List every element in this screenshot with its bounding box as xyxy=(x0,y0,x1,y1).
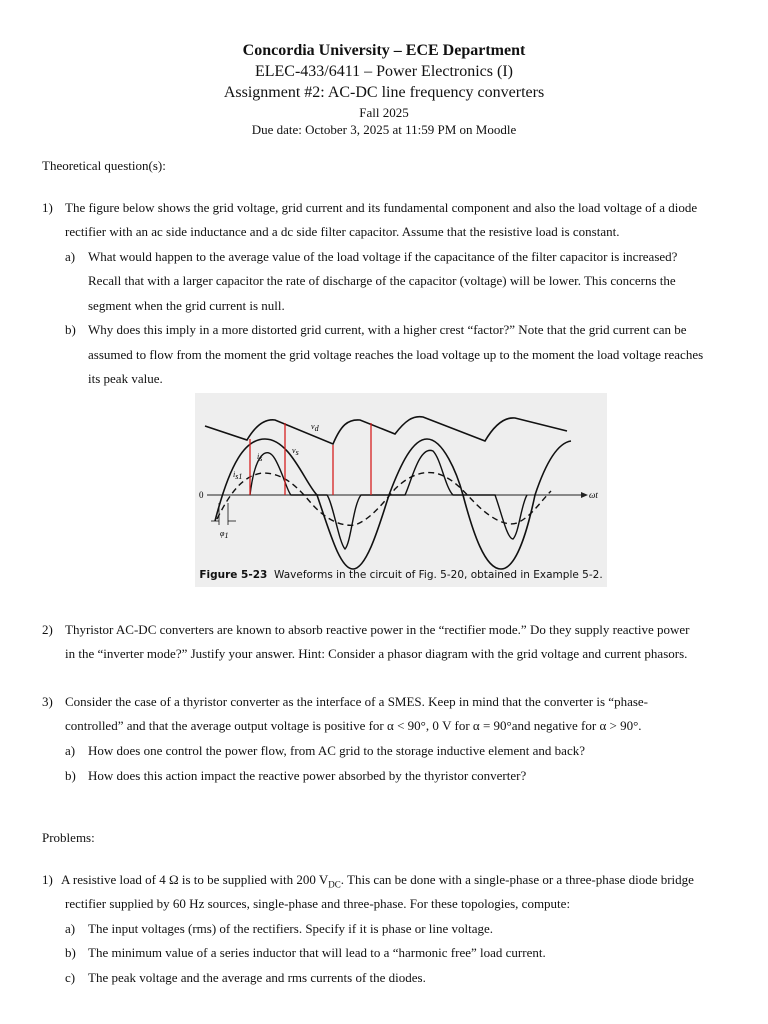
q2-line1: Thyristor AC-DC converters are known to absorb reactive power in the “rectifier mode.” Do they supply reactive power xyxy=(65,622,690,637)
p1-line1: A resistive load of 4 Ω is to be supplied with 200 $V_{DC}$. This can be done with a single-phase or a three-phase diode bridge xyxy=(61,872,694,890)
phi-label: φ1 xyxy=(220,529,229,540)
p1-number: 1) xyxy=(42,872,53,887)
figure-caption-text: Waveforms in the circuit of Fig. 5-20, obtained in Example 5-2. xyxy=(274,569,603,581)
due-date: Due date: October 3, 2025 at 11:59 PM on Moodle xyxy=(251,122,517,137)
q1a-line1: What would happen to the average value of the load voltage if the capacitance of the filter capacitor is increased? xyxy=(88,249,678,264)
q1a-line2: Recall that with a larger capacitor the rate of discharge of the capacitor (voltage) will be lower. This concerns the xyxy=(88,273,676,288)
q1a-label: a) xyxy=(65,249,76,264)
p1a-label: a) xyxy=(65,921,76,936)
p1b-label: b) xyxy=(65,945,76,960)
vd-label: vd xyxy=(311,422,319,433)
q1-line1: The figure below shows the grid voltage, grid current and its fundamental component and also the load voltage of a diode xyxy=(65,200,698,215)
p1c-line1: The peak voltage and the average and rms currents of the diodes. xyxy=(88,970,426,985)
q1-number: 1) xyxy=(42,200,53,215)
q1a-line3: segment when the grid current is null. xyxy=(88,298,285,313)
q3b-label: b) xyxy=(65,768,76,783)
p1b-line1: The minimum value of a series inductor that will lead to a “harmonic free” load current. xyxy=(88,945,546,960)
waveform-figure xyxy=(195,393,607,587)
q1b-line1: Why does this imply in a more distorted grid current, with a higher crest “factor?” Note that the grid current can be xyxy=(88,322,687,337)
q3-line2: controlled” and that the average output voltage is positive for α < 90°, 0 V for α = 90°and negative for α > 90°. xyxy=(65,718,642,733)
fundamental-current-curve xyxy=(217,473,551,526)
q2-line2: in the “inverter mode?” Justify your answer. Hint: Consider a phasor diagram with the grid voltage and current phasors. xyxy=(65,646,688,661)
q3b-line1: How does this action impact the reactive power absorbed by the thyristor converter? xyxy=(88,768,527,783)
assignment-title: Assignment #2: AC-DC line frequency converters xyxy=(223,84,545,101)
document-title: Concordia University – ECE Department xyxy=(242,42,526,59)
q2-number: 2) xyxy=(42,622,53,637)
q1b-label: b) xyxy=(65,322,76,337)
theory-heading: Theoretical question(s): xyxy=(42,158,166,173)
q3-number: 3) xyxy=(42,694,53,709)
p1-line2: rectifier supplied by 60 Hz sources, single-phase and three-phase. For these topologies, compute: xyxy=(65,896,571,911)
q1b-line2: assumed to flow from the moment the grid voltage reaches the load voltage up to the moment the load voltage reaches xyxy=(88,347,704,362)
p1a-line1: The input voltages (rms) of the rectifiers. Specify if it is phase or line voltage. xyxy=(88,921,494,936)
figure-caption xyxy=(195,569,607,581)
term: Fall 2025 xyxy=(359,105,409,120)
q1b-line3: its peak value. xyxy=(88,371,163,386)
course-title: ELEC-433/6411 – Power Electronics (I) xyxy=(254,63,513,80)
q1-line2: rectifier with an ac side inductance and a dc side filter capacitor. Assume that the resistive load is constant. xyxy=(65,224,620,239)
axis-arrow-icon xyxy=(581,492,588,498)
q3a-label: a) xyxy=(65,743,76,758)
grid-voltage-curve xyxy=(215,439,571,569)
figure-caption-label: Figure 5-23 xyxy=(199,569,268,581)
omega-t-label: ωt xyxy=(589,490,598,500)
is1-label: is1 xyxy=(233,470,243,481)
waveform-plot xyxy=(195,393,607,587)
vs-label: vs xyxy=(292,446,299,457)
q3a-line1: How does one control the power flow, from AC grid to the storage inductive element and back? xyxy=(88,743,585,758)
grid-current-curve xyxy=(250,450,527,549)
is-label: is xyxy=(257,452,263,463)
p1c-label: c) xyxy=(65,970,76,985)
zero-label: 0 xyxy=(199,490,204,500)
problems-heading: Problems: xyxy=(42,830,95,845)
q3-line1: Consider the case of a thyristor converter as the interface of a SMES. Keep in mind that the converter is “phase- xyxy=(65,694,648,709)
